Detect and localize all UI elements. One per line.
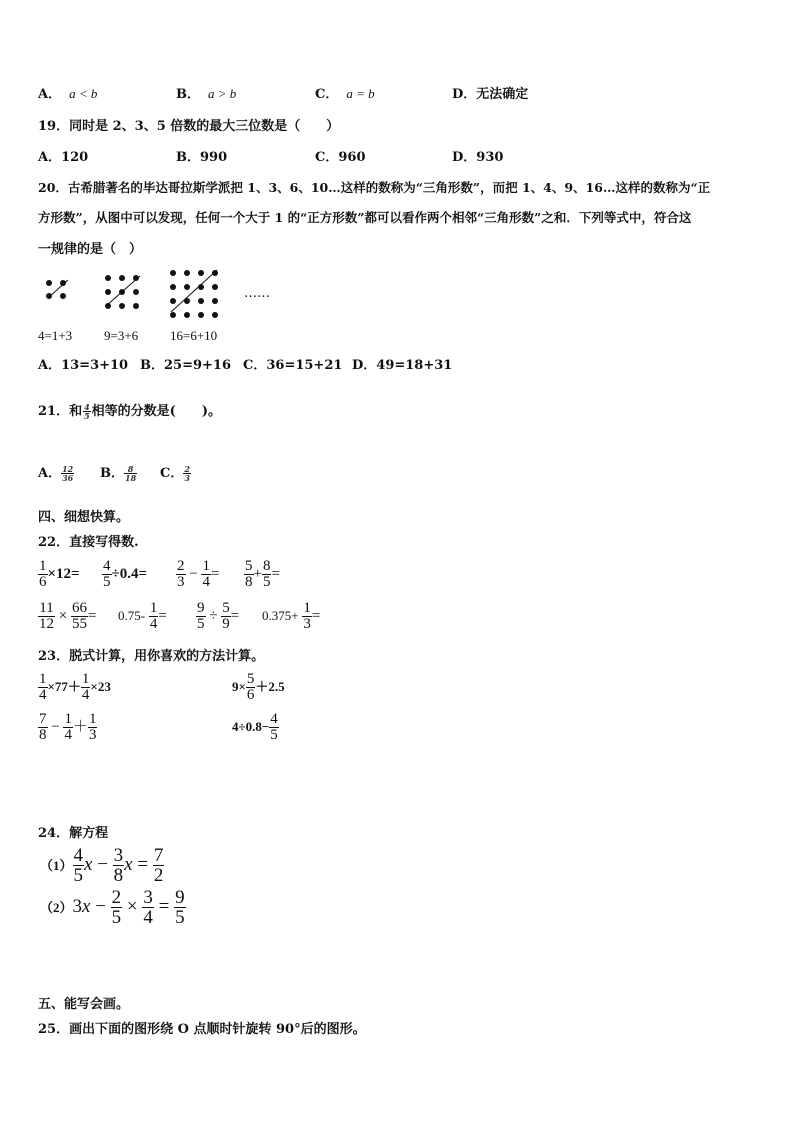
q23-expr-2: 9× $\frac{5}{6}$ ＋2.5 [232, 671, 285, 703]
q23-title: 23．脱式计算，用你喜欢的方法计算。 [38, 649, 265, 664]
q22-item-5: $\frac{11}{12}$ × $\frac{66}{55}$ = [39, 600, 97, 632]
q18-option-c: C． a = b [315, 86, 375, 102]
q21-option-c: C． $\frac{2}{3}$ [160, 464, 190, 483]
q25-stem: 25．画出下面的图形绕 O 点顺时针旋转 90°后的图形。 [38, 1022, 366, 1037]
q22-title: 22．直接写得数. [38, 535, 139, 550]
q21-option-b: B． $\frac{8}{18}$ [100, 464, 137, 483]
q20-stem-line3: 一规律的是（ ） [38, 242, 143, 257]
dot-figure-4x4 [168, 268, 220, 318]
q24-equation-1: （1） $\frac{4}{5}$ x − $\frac{3}{8}$ x = $\frac{7}{2}$ [40, 845, 164, 886]
q18-option-a: A． a < b [38, 86, 98, 102]
q19-option-c: C．960 [315, 150, 366, 165]
q22-item-1: $\frac{1}{6}$ ×12= [39, 558, 80, 590]
q24-equation-2: （2）3x − $\frac{2}{5}$ × $\frac{3}{4}$ = $\frac{9}{5}$ [40, 887, 185, 928]
q21-option-a: A． $\frac{12}{36}$ [38, 464, 74, 483]
q19-option-b: B．990 [176, 150, 228, 165]
q21-stem: 21．和 $\frac{4}{5}$ 相等的分数是( )。 [38, 402, 221, 421]
q20-stem-line1: 20．古希腊著名的毕达哥拉斯学派把 1、3、6、10…这样的数称为“三角形数”，而把 1、4、9、16…这样的数称为“正 [38, 180, 711, 195]
q22-item-3: $\frac{2}{3}$ − $\frac{1}{4}$ = [177, 558, 220, 590]
q19-option-d: D．930 [452, 150, 504, 165]
caption-4: 4=1+3 [38, 328, 73, 343]
q20-option-c: C．36=15+21 [243, 358, 343, 373]
q19-option-a: A．120 [38, 150, 89, 165]
q22-item-6: 0.75- $\frac{1}{4}$ = [118, 600, 167, 632]
q22-item-4: $\frac{5}{8}$ + $\frac{8}{5}$ = [245, 558, 280, 590]
q20-option-b: B．25=9+16 [140, 358, 232, 373]
q20-option-d: D．49=18+31 [352, 358, 453, 373]
q18-option-d: D．无法确定 [452, 87, 529, 102]
q23-expr-4: 4÷0.8− $\frac{4}{5}$ [232, 711, 278, 743]
q23-expr-1: $\frac{1}{4}$ ×77＋ $\frac{1}{4}$ ×23 [39, 671, 111, 703]
dot-figure-2x2 [44, 278, 72, 304]
section-5-heading: 五、能写会画。 [38, 997, 130, 1012]
q18-option-b: B． a > b [176, 86, 237, 102]
caption-16: 16=6+10 [170, 328, 218, 343]
q20-stem-line2: 方形数”，从图中可以发现，任何一个大于 1 的“正方形数”都可以看作两个相邻“三角形数”之和．下列等式中，符合这 [38, 210, 692, 225]
dot-figure-ellipsis: …… [244, 286, 270, 301]
section-4-heading: 四、细想快算。 [38, 510, 130, 525]
q23-expr-3: $\frac{7}{8}$ − $\frac{1}{4}$ ＋ $\frac{1}{3}$ [39, 711, 97, 743]
q19-stem: 19．同时是 2、3、5 倍数的最大三位数是（ ） [38, 119, 340, 134]
q24-title: 24．解方程 [38, 826, 109, 841]
q20-option-a: A．13=3+10 [38, 358, 129, 373]
dot-figure-3x3 [102, 272, 144, 312]
q22-item-8: 0.375+ $\frac{1}{3}$ = [262, 600, 321, 632]
caption-9: 9=3+6 [104, 328, 139, 343]
q22-item-2: $\frac{4}{5}$ ÷0.4= [103, 558, 148, 590]
q22-item-7: $\frac{9}{5}$ ÷ $\frac{5}{9}$ = [197, 600, 240, 632]
